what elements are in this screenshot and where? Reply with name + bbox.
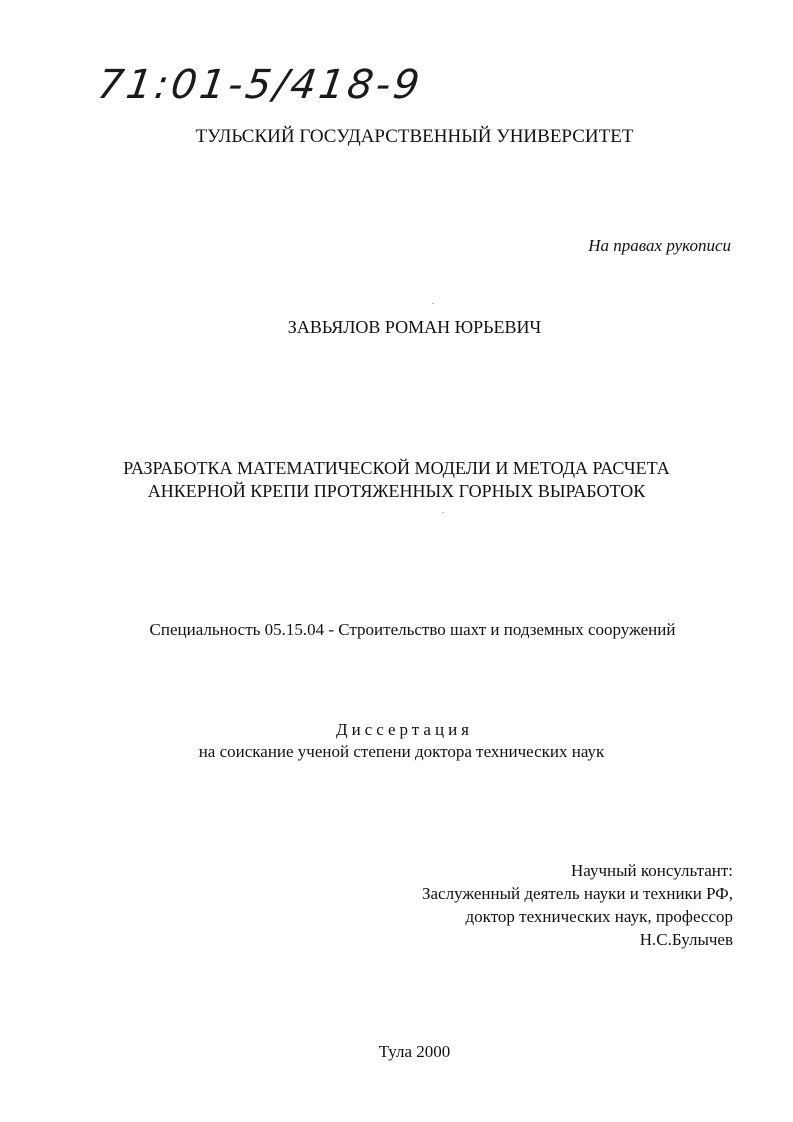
university-name: ТУЛЬСКИЙ ГОСУДАРСТВЕННЫЙ УНИВЕРСИТЕТ	[195, 126, 634, 147]
author-name: ЗАВЬЯЛОВ РОМАН ЮРЬЕВИЧ	[287, 317, 542, 337]
dissertation-subtitle: на соискание ученой степени доктора технических наук	[198, 742, 605, 761]
handwritten-catalog-code: 71:01-5/418-9	[94, 62, 426, 108]
scientific-consultant	[422, 859, 733, 951]
consultant-degree: доктор технических наук, профессор	[465, 907, 733, 926]
consultant-title: Заслуженный деятель науки и техники РФ,	[421, 884, 733, 903]
consultant-name: Н.С.Булычев	[639, 930, 733, 949]
dissertation-type	[0, 719, 793, 763]
title-line-1: РАЗРАБОТКА МАТЕМАТИЧЕСКОЙ МОДЕЛИ И МЕТОДА РАСЧЕТА	[123, 458, 670, 478]
consultant-label: Научный консультант:	[571, 861, 733, 880]
title-line-2: АНКЕРНОЙ КРЕПИ ПРОТЯЖЕННЫХ ГОРНЫХ ВЫРАБОТОК	[147, 481, 646, 501]
city-year: Тула 2000	[378, 1042, 451, 1061]
scan-speck	[442, 512, 444, 513]
scan-speck	[432, 303, 434, 304]
dissertation-word: Диссертация	[335, 720, 473, 739]
specialty-line: Специальность 05.15.04 - Строительство шахт и подземных сооружений	[149, 620, 676, 639]
dissertation-title	[0, 457, 793, 503]
manuscript-note: На правах рукописи	[588, 236, 731, 255]
